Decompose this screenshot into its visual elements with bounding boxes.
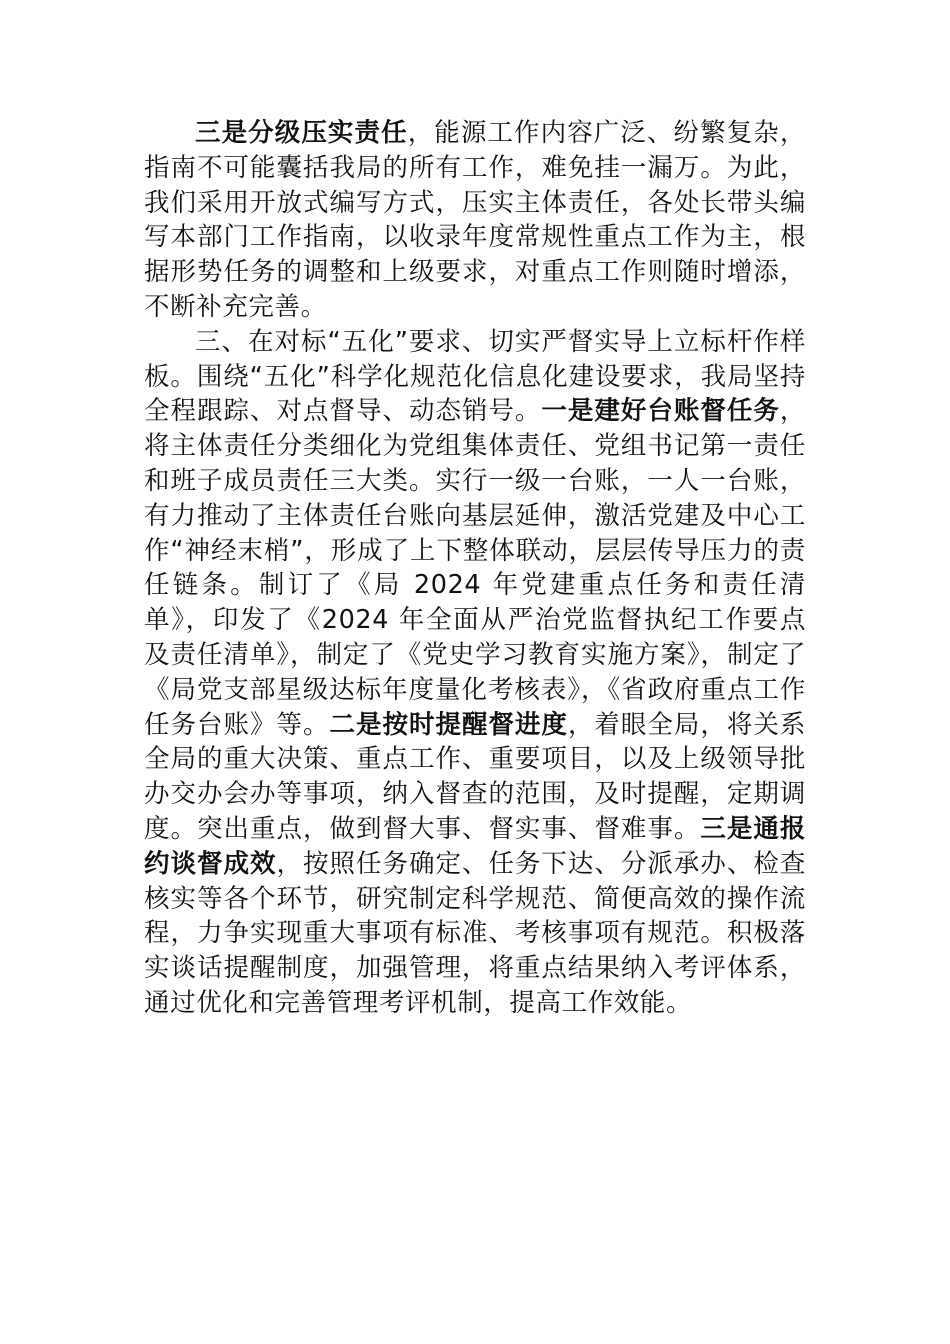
paragraph-2-point-3-heading: 三是通报约谈督成效 [144, 813, 806, 879]
paragraph-2-point-3-text: ，按照任务确定、任务下达、分派承办、检查核实等各个环节，研究制定科学规范、简便高效的操作流程，力争实现重大事项有标准、考核事项有规范。积极落实谈话提醒制度，加强管理，将重点结果纳入考评体系，通过优化和完善管理考评机制，提高工作效能。 [144, 848, 806, 1018]
paragraph-2 [144, 325, 806, 1021]
paragraph-2-intro: 三、在对标“五化”要求、切实严督实导上立标杆作样板。围绕“五化”科学化规范化信息化建设要求，我局坚持全程跟踪、对点督导、动态销号。 [144, 326, 806, 427]
paragraph-1-heading: 三是分级压实责任 [195, 118, 408, 148]
paragraph-2-point-1-text: ，将主体责任分类细化为党组集体责任、党组书记第一责任和班子成员责任三大类。实行一级一台账，一人一台账，有力推动了主体责任台账向基层延伸，激活党建及中心工作“神经末梢”，形成了上下整体联动，层层传导压力的责任链条。制订了《局 2024 年党建重点任务和责任清单》，印发了《2024 年全面从严治党监督执纪工作要点及责任清单》，制定了《党史学习教育实施方案》，制定了《局党支部星级达标年度量化考核表》，《省政府重点工作任务台账》等。 [144, 396, 806, 740]
paragraph-2-point-2-heading: 二是按时提醒督进度 [329, 709, 568, 740]
paragraph-1 [144, 116, 806, 325]
paragraph-1-text: ，能源工作内容广泛、纷繁复杂，指南不可能囊括我局的所有工作，难免挂一漏万。为此，我们采用开放式编写方式，压实主体责任，各处长带头编写本部门工作指南，以收录年度常规性重点工作为主，根据形势任务的调整和上级要求，对重点工作则随时增添，不断补充完善。 [144, 118, 806, 322]
document-body [144, 116, 806, 1021]
paragraph-2-point-1-heading: 一是建好台账督任务 [541, 396, 780, 427]
paragraph-2-point-2-text: ，着眼全局，将关系全局的重大决策、重点工作、重要项目，以及上级领导批办交办会办等事项，纳入督查的范围，及时提醒，定期调度。突出重点，做到督大事、督实事、督难事。 [144, 709, 806, 844]
